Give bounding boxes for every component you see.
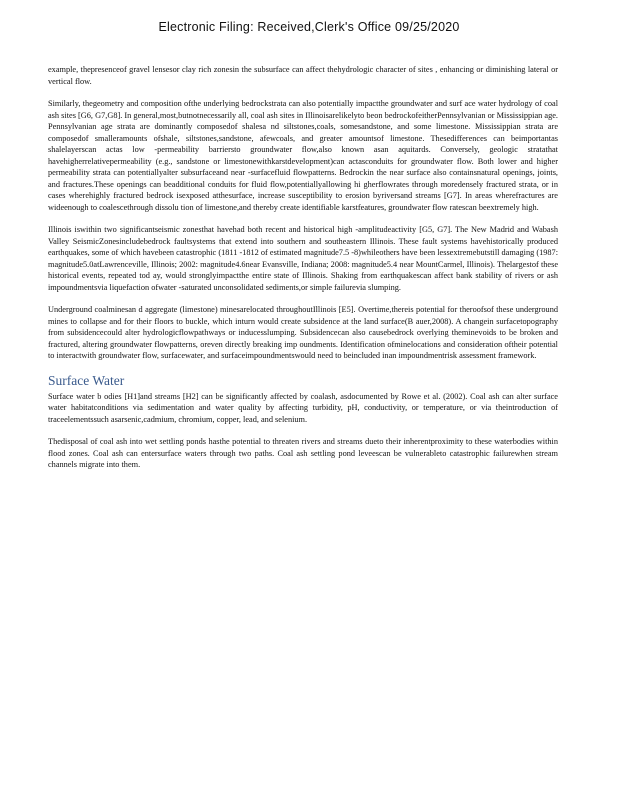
paragraph-underground-mines: Underground coalminesan d aggregate (limestone) minesarelocated throughoutIllinois [E5]. Overtime,thereis potential for theroofsof these underground mines to collapse and for their floors to buckle, which inturn would create subsidence at the land surface(B auer,2008). A changein surfacetopography from subsidencecould alter hydrologicflowpathways or inducesslumping. Subsidencecan also causebedrock overlying theminevoids to be broken and fractured, altering groundwater flowpatterns, oreven directly breaking imp oundments. Identification ofminelocations and consideration oftheir potential to interactwith groundwater flow, surfacewater, and surfaceimpoundmentswould need to beincluded inan impoundmentrisk assessment framework. xyxy=(48,305,558,360)
document-body xyxy=(48,64,558,482)
section-heading-surface-water: Surface Water xyxy=(48,372,125,388)
paragraph-bedrock-strata: Similarly, thegeometry and composition ofthe underlying bedrockstrata can also potentially impactthe groundwater and surf ace water hydrology of coal ash sites [G6, G7,G8]. In general,most,butnotnecessarily all, coal ash sites in Illinoisarelikelyto beon bedrockofeitherPennsylvanian or Mississippian age. Pennsylvanian age strata are dominantly composedof shalesa nd siltstones,coals, somesandstone, and some limestone. Mississippian strata are composedof smalleramounts ofshale, siltstones,sandstone, afewcoals, and greater amountsof limestone. Thesedifferences can beimportantas shalelayerscan actas low -permeability barriersto groundwater flow,also known asan aquitards. Conversely, geologic stratathat havehigherrelativepermeability (e.g., sandstone or limestonewithkarstdevelopment)can actasconduits for groundwater flow. Both lower and higher permeability strata can potentiallyalter subsurfaceand near -surfacefluid flowpatterns. Bedrockin the near surface also containsnatural openings, joints, and fractures.These openings can beadditional conduits for fluid flow,potentiallyallowing hi gherflowrates through moredensely fractured strata, or in cases wherehighly fractured bedrock isexposed atthesurface, increase susceptibility to erosion byriversand streams [G7]. In areas wherefractures are wideenough to coalescethrough dissolu tion of limestone,and thereby create identifiable karstfeatures, groundwater flow ratescan beextremely high. xyxy=(48,99,558,212)
paragraph-settling-ponds: Thedisposal of coal ash into wet settling ponds hasthe potential to threaten rivers and streams dueto their inherentproximity to these waterbodies within flood zones. Coal ash can entersurface waters through two paths. Coal ash settling pond leveescan be vulnerableto catastrophic failurewhen stream channels migrate into them. xyxy=(48,437,558,469)
paragraph-seismic-zones: Illinois iswithin two significantseismic zonesthat havehad both recent and historical high -amplitudeactivity [G5, G7]. The New Madrid and Wabash Valley SeismicZonesincludebedrock faultsystems that extend into southern and southeastern Illinois. These fault systems havehistorically produced earthquakes, some of which havebeen catastrophic (1811 -1812 of estimated magnitude7.5 -8)whileothers have been lessextremebutstill damaging (1987: magnitude5.0atLawrenceville, Illinois; 2002: magnitude4.6near Evansville, Indiana; 2008: magnitude5.4 near MountCarmel, Illinois). Thelargestof these historical events, repeated tod ay, would stronglyimpactthe entire state of Illinois. Shaking from earthquakescan affect bank stability of rivers or ash impoundmentsvia liquefaction ofwater -saturated unconsolidated sediments,or simple failurevia slumping. xyxy=(48,225,558,292)
paragraph-geology-intro: example, thepresenceof gravel lensesor clay rich zonesin the subsurface can affect thehydrologic character of sites , enhancing or diminishing lateral or vertical flow. xyxy=(48,65,558,86)
page-header: Electronic Filing: Received,Clerk's Office 09/25/2020 xyxy=(158,20,460,34)
paragraph-surface-water-bodies: Surface water b odies [H1]and streams [H2] can be significantly affected by coalash, asdocumented by Rowe et al. (2002). Coal ash can alter surface water habitatconditions via sedimentation and water quality by affecting turbidity, pH, conductivity, or temperature, or via theintroduction of traceelementssuch asarsenic,cadmium, chromium, copper, lead, and selenium. xyxy=(48,391,558,424)
